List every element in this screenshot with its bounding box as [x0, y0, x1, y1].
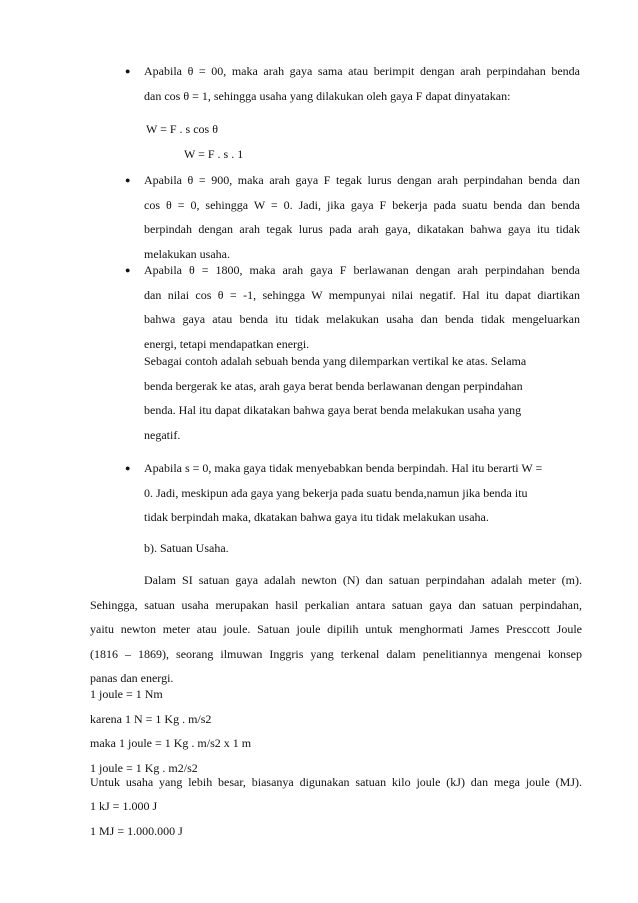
equation-line: maka 1 joule = 1 Kg . m/s2 x 1 m — [90, 736, 252, 751]
text-line: negatif. — [144, 427, 181, 442]
text-line: Sebagai contoh adalah sebuah benda yang dilemparkan vertikal ke atas. Selama — [144, 354, 527, 368]
text-line: berpindah dengan arah tegak lurus pada arah gaya, dikatakan bahwa gaya itu tidak — [144, 222, 580, 237]
bullet-marker: ● — [125, 265, 131, 275]
conversion-line: 1 kJ = 1.000 J — [90, 799, 158, 813]
text-line: benda. Hal itu dapat dikatakan bahwa gaya berat benda melakukan usaha yang — [144, 403, 522, 418]
bullet-marker: ● — [125, 66, 131, 76]
text-line: (1816 – 1869), seorang ilmuwan Inggris yang terkenal dalam penelitiannya mengenai konsep — [90, 646, 582, 661]
text-line: tidak berpindah maka, dkatakan bahwa gaya itu tidak melakukan usaha. — [144, 510, 489, 525]
equation-line: karena 1 N = 1 Kg . m/s2 — [90, 711, 212, 726]
text-line: Sehingga, satuan usaha merupakan hasil perkalian antara satuan gaya dan satuan perpindahan, — [90, 597, 582, 612]
text-line: Apabila θ = 1800, maka arah gaya F berlawanan dengan arah perpindahan benda — [144, 263, 580, 277]
bullet-item-s-zero — [144, 456, 580, 530]
text-line: melakukan usaha. — [144, 246, 230, 261]
units-paragraph — [90, 568, 582, 691]
subheading-satuan-usaha: b). Satuan Usaha. — [144, 541, 229, 555]
equation-line: 1 joule = 1 Nm — [90, 687, 163, 701]
text-line: panas dan energi. — [90, 671, 174, 686]
bullet-item-theta-180 — [144, 258, 580, 356]
text-line: yaitu newton meter atau joule. Satuan joule dipilih untuk menghormati James Presccott Joule — [90, 622, 582, 637]
text-line: energi, tetapi mendapatkan energi. — [144, 336, 310, 351]
text-line: benda bergerak ke atas, arah gaya berat benda berlawanan dengan perpindahan — [144, 378, 523, 393]
text-line: dan nilai cos θ = -1, sehingga W mempunyai nilai negatif. Hal itu dapat diartikan — [144, 287, 580, 302]
conversion-line: 1 MJ = 1.000.000 J — [90, 823, 183, 838]
text-line: 0. Jadi, meskipun ada gaya yang bekerja pada suatu benda,namun jika benda itu — [144, 485, 528, 500]
text-line: bahwa gaya atau benda itu tidak melakukan usaha dan benda tidak mengeluarkan — [144, 312, 580, 327]
text-line: Dalam SI satuan gaya adalah newton (N) dan satuan perpindahan adalah meter (m). — [144, 573, 582, 587]
formula-line: W = F . s cos θ — [146, 122, 218, 136]
bullet-marker: ● — [125, 175, 131, 185]
joule-equations — [90, 682, 251, 780]
equation-line: 1 joule = 1 Kg . m2/s2 — [90, 760, 198, 775]
formula-work — [146, 117, 243, 166]
larger-units-sentence — [90, 770, 582, 795]
unit-conversions — [90, 794, 183, 843]
text-line: Apabila θ = 00, maka arah gaya sama atau berimpit dengan arah perpindahan benda — [144, 64, 580, 78]
text-line: Apabila θ = 900, maka arah gaya F tegak lurus dengan arah perpindahan benda dan — [144, 173, 580, 187]
bullet-marker: ● — [125, 463, 131, 473]
bullet-item-theta-90 — [144, 168, 580, 266]
formula-line: W = F . s . 1 — [184, 146, 244, 161]
text-line: cos θ = 0, sehingga W = 0. Jadi, jika gaya F bekerja pada suatu benda dan benda — [144, 197, 580, 212]
bullet-item-theta-0 — [144, 59, 580, 108]
text-line: Apabila s = 0, maka gaya tidak menyebabkan benda berpindah. Hal itu berarti W = — [144, 461, 543, 475]
text-line: dan cos θ = 1, sehingga usaha yang dilakukan oleh gaya F dapat dinyatakan: — [144, 88, 511, 103]
text-line: Untuk usaha yang lebih besar, biasanya digunakan satuan kilo joule (kJ) dan mega joule (MJ). — [90, 775, 582, 789]
example-paragraph — [144, 349, 580, 447]
